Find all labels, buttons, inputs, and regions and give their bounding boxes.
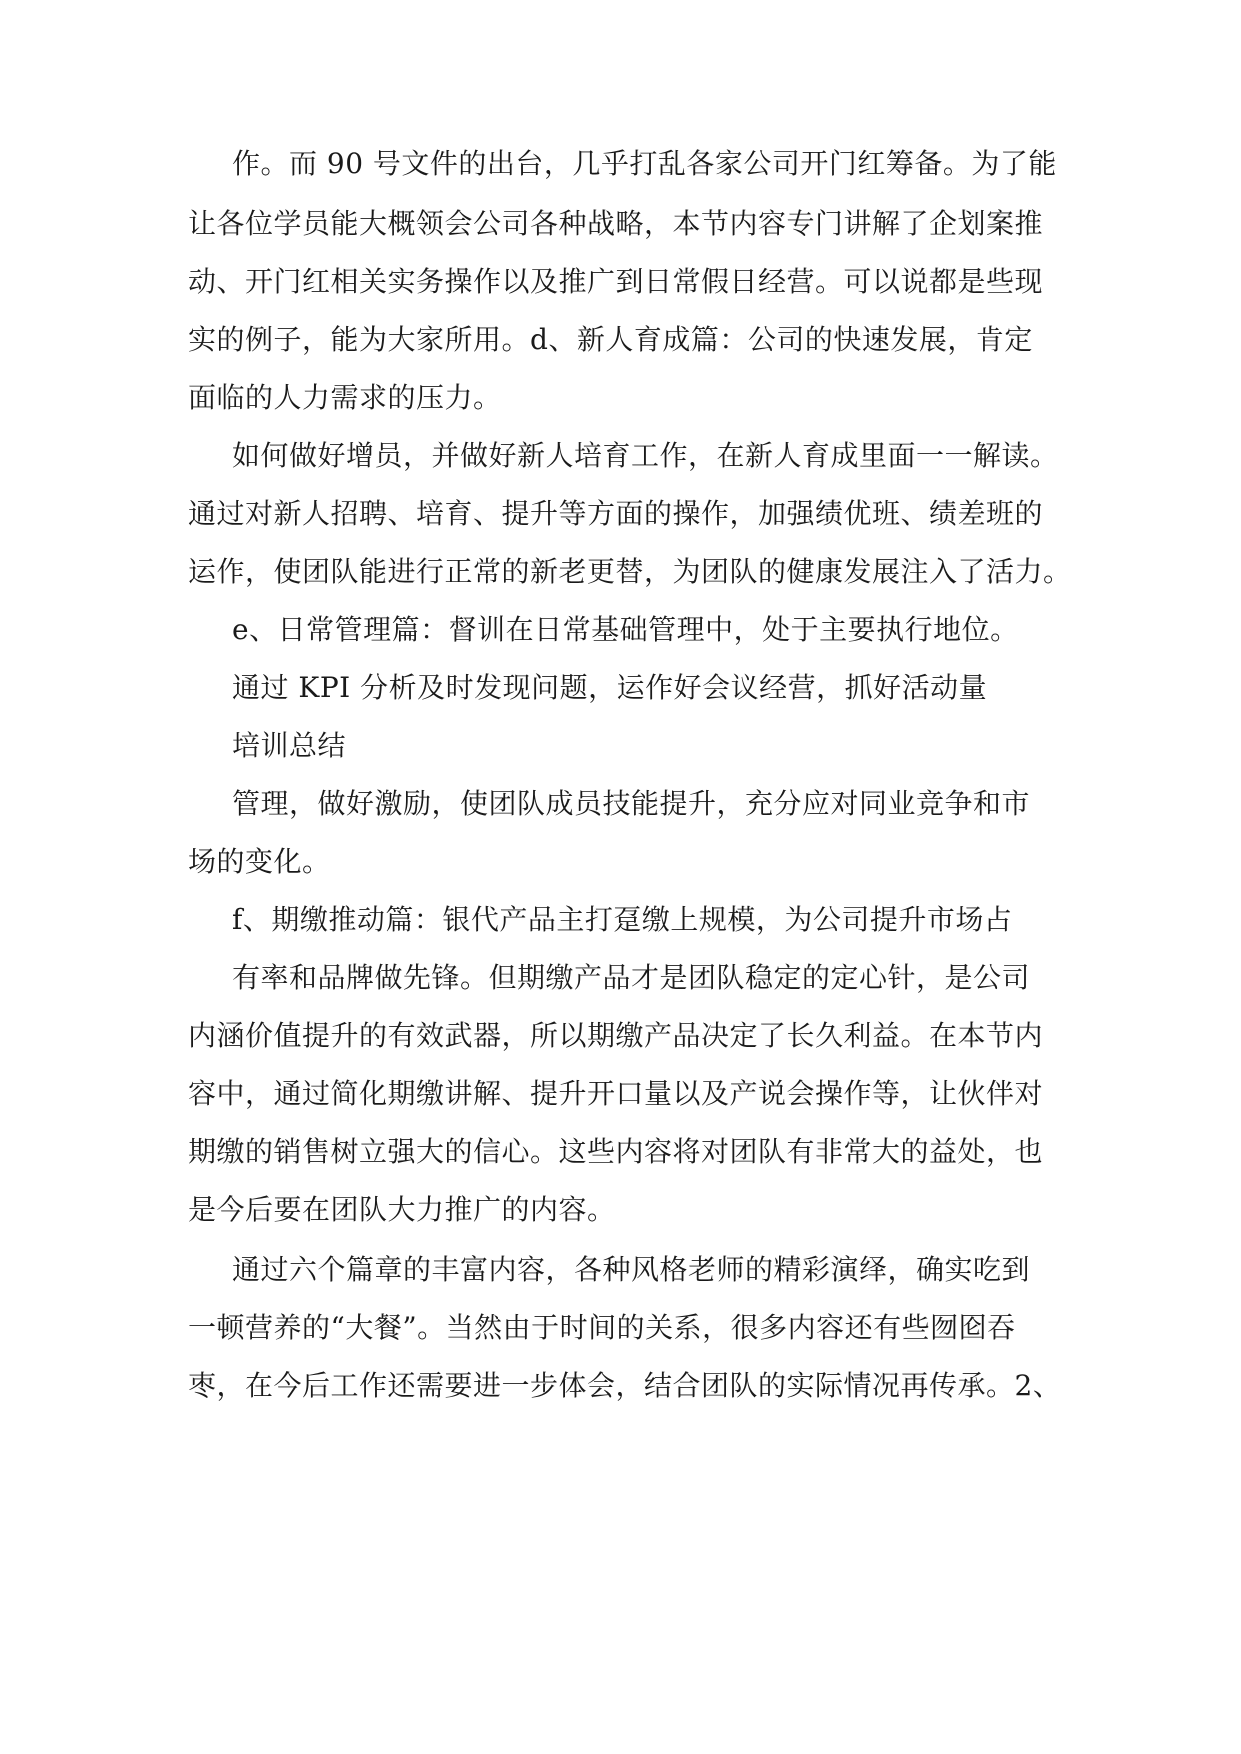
text-line: 枣，在今后工作还需要进一步体会，结合团队的实际情况再传承。2、: [188, 1369, 1062, 1402]
text-line: e、日常管理篇：督训在日常基础管理中，处于主要执行地位。: [232, 613, 1019, 646]
text-line: 容中，通过简化期缴讲解、提升开口量以及产说会操作等，让伙伴对: [188, 1077, 1044, 1110]
text-line: 有率和品牌做先锋。但期缴产品才是团队稳定的定心针，是公司: [232, 961, 1031, 994]
text-line: 一顿营养的“大餐”。当然由于时间的关系，很多内容还有些囫囵吞: [188, 1311, 1016, 1344]
text-line: 面临的人力需求的压力。: [188, 381, 502, 414]
text-line: 内涵价值提升的有效武器，所以期缴产品决定了长久利益。在本节内: [188, 1019, 1044, 1052]
section-heading: 培训总结: [232, 729, 347, 762]
text-line: 通过 KPI 分析及时发现问题，运作好会议经营，抓好活动量: [232, 671, 988, 704]
text-line: 通过对新人招聘、培育、提升等方面的操作，加强绩优班、绩差班的: [188, 497, 1044, 530]
text-line: 运作，使团队能进行正常的新老更替，为团队的健康发展注入了活力。: [188, 555, 1072, 588]
text-line: 作。而 90 号文件的出台，几乎打乱各家公司开门红筹备。为了能: [232, 147, 1057, 180]
text-line: 让各位学员能大概领会公司各种战略，本节内容专门讲解了企划案推: [188, 207, 1044, 240]
text-line: 场的变化。: [188, 845, 331, 878]
text-line: 是今后要在团队大力推广的内容。: [188, 1193, 616, 1226]
text-line: 期缴的销售树立强大的信心。这些内容将对团队有非常大的益处，也: [188, 1135, 1044, 1168]
text-line: 如何做好增员，并做好新人培育工作，在新人育成里面一一解读。: [232, 439, 1059, 472]
text-line: 管理，做好激励，使团队成员技能提升，充分应对同业竞争和市: [232, 787, 1031, 820]
text-line: 实的例子，能为大家所用。d、新人育成篇：公司的快速发展，肯定: [188, 323, 1033, 356]
text-line: f、期缴推动篇：银代产品主打趸缴上规模，为公司提升市场占: [232, 903, 1013, 936]
text-line: 通过六个篇章的丰富内容，各种风格老师的精彩演绎，确实吃到: [232, 1253, 1031, 1286]
text-line: 动、开门红相关实务操作以及推广到日常假日经营。可以说都是些现: [188, 265, 1044, 298]
